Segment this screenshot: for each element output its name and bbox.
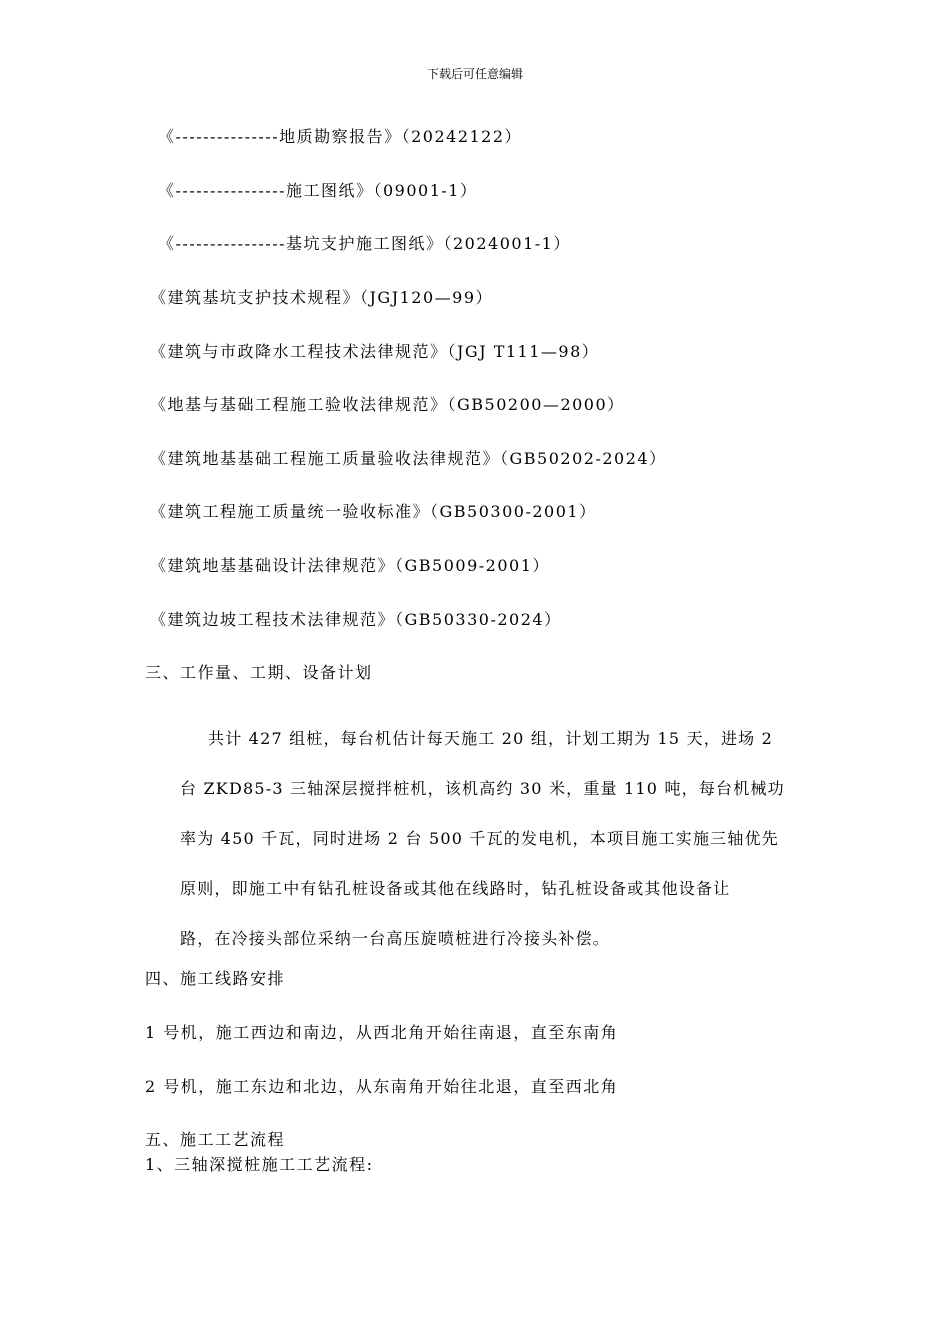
reference-item: 《----------------基坑支护施工图纸》（2024001-1） [158,234,571,253]
reference-item: 《----------------施工图纸》（09001-1） [158,181,478,200]
reference-item: 《建筑边坡工程技术法律规范》（GB50330-2024） [150,610,562,629]
reference-item: 《建筑与市政降水工程技术法律规范》（JGJ T111—98） [150,342,600,361]
section-heading-5: 五、施工工艺流程 [145,1130,286,1149]
subsection-heading: 1、三轴深搅桩施工工艺流程: [145,1155,374,1174]
reference-item: 《建筑工程施工质量统一验收标准》（GB50300-2001） [150,502,597,521]
reference-item: 《建筑基坑支护技术规程》（JGJ120—99） [150,288,494,307]
paragraph-line: 原则，即施工中有钻孔桩设备或其他在线路时，钻孔桩设备或其他设备让 [180,879,731,898]
section-heading-3: 三、工作量、工期、设备计划 [145,663,373,682]
page-header-note: 下载后可任意编辑 [426,67,523,81]
paragraph-line: 路，在冷接头部位采纳一台高压旋喷桩进行冷接头补偿。 [180,929,611,948]
route-item: 1 号机，施工西边和南边，从西北角开始往南退，直至东南角 [145,1023,619,1042]
reference-item: 《地基与基础工程施工验收法律规范》（GB50200—2000） [150,395,625,414]
paragraph-line: 率为 450 千瓦，同时进场 2 台 500 千瓦的发电机，本项目施工实施三轴优先 [180,829,779,848]
section-3-paragraph [180,714,808,964]
paragraph-line: 台 ZKD85-3 三轴深层搅拌桩机，该机高约 30 米，重量 110 吨，每台机械功 [180,779,785,798]
reference-item: 《建筑地基基础工程施工质量验收法律规范》（GB50202-2024） [150,449,667,468]
reference-item: 《建筑地基基础设计法律规范》（GB5009-2001） [150,556,550,575]
reference-item: 《---------------地质勘察报告》（20242122） [158,127,523,146]
paragraph-line: 共计 427 组桩，每台机估计每天施工 20 组，计划工期为 15 天，进场 2 [208,729,774,748]
route-item: 2 号机，施工东边和北边，从东南角开始往北退，直至西北角 [145,1077,619,1096]
section-heading-4: 四、施工线路安排 [145,969,286,988]
